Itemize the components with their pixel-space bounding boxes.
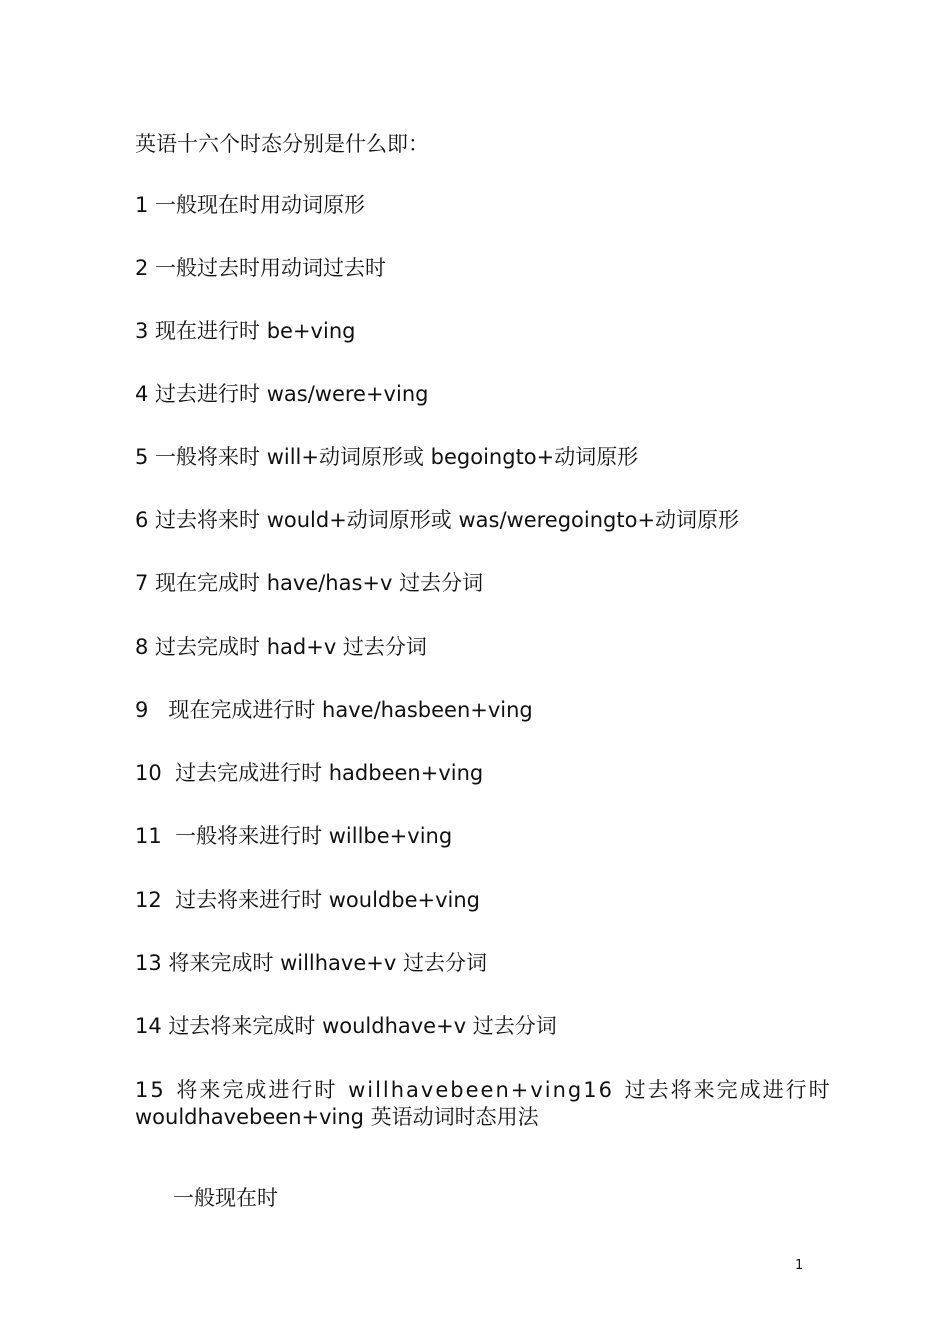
tense-paragraph-line-2: wouldhavebeen+ving 英语动词时态用法 — [135, 1105, 539, 1129]
page-number: 1 — [795, 1258, 804, 1273]
section-subheading: 一般现在时 — [173, 1186, 278, 1210]
tense-line-14: 14 过去将来完成时 wouldhave+v 过去分词 — [135, 1014, 557, 1038]
tense-line-4: 4 过去进行时 was/were+ving — [135, 382, 429, 406]
tense-line-6: 6 过去将来时 would+动词原形或 was/weregoingto+动词原形 — [135, 508, 740, 532]
tense-paragraph-15-16 — [135, 1077, 832, 1131]
tense-line-13: 13 将来完成时 willhave+v 过去分词 — [135, 951, 487, 975]
tense-line-2: 2 一般过去时用动词过去时 — [135, 256, 387, 280]
tense-line-3: 3 现在进行时 be+ving — [135, 319, 356, 343]
tense-line-7: 7 现在完成时 have/has+v 过去分词 — [135, 571, 484, 595]
document-title: 英语十六个时态分别是什么即： — [135, 132, 429, 156]
tense-paragraph-line-1: 15 将来完成进行时 willhavebeen+ving16 过去将来完成进行时 — [135, 1078, 832, 1102]
tense-line-11: 11 一般将来进行时 willbe+ving — [135, 824, 453, 848]
tense-line-9: 9 现在完成进行时 have/hasbeen+ving — [135, 698, 533, 722]
tense-line-10: 10 过去完成进行时 hadbeen+ving — [135, 761, 484, 785]
tense-line-1: 1 一般现在时用动词原形 — [135, 193, 366, 217]
tense-line-8: 8 过去完成时 had+v 过去分词 — [135, 635, 427, 659]
tense-line-5: 5 一般将来时 will+动词原形或 begoingto+动词原形 — [135, 445, 639, 469]
tense-line-12: 12 过去将来进行时 wouldbe+ving — [135, 888, 480, 912]
